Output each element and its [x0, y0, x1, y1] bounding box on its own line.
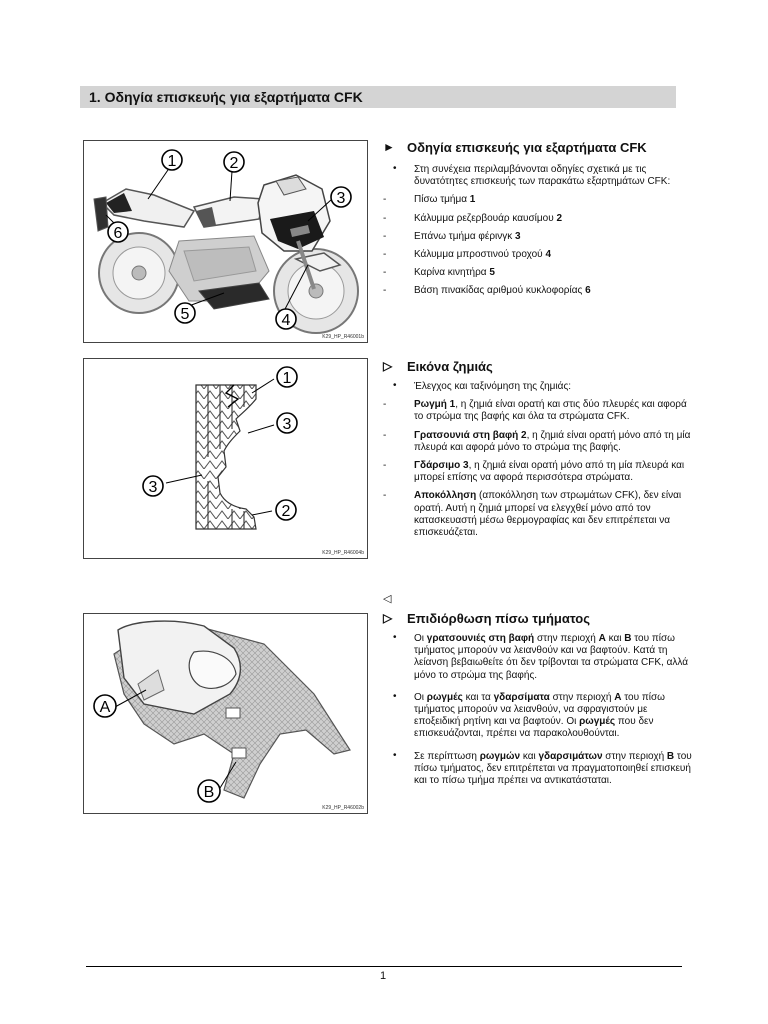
bullet-icon: • — [393, 380, 397, 391]
motorcycle-figure — [83, 140, 368, 343]
callout-area-a — [94, 695, 116, 717]
list-item: - Γρατσουνιά στη βαφή 2, η ζημιά είναι ορατή μόνο από τη μία πλευρά και αφορά μόνο το στρώμα της βαφής. — [383, 429, 691, 453]
back-arrow-icon: ◁ — [383, 593, 392, 605]
list-item: - Επάνω τμήμα φέρινγκ 3 — [383, 230, 521, 242]
list-item: - Βάση πινακίδας αριθμού κυκλοφορίας 6 — [383, 285, 591, 297]
list-item: - Γδάρσιμο 3, η ζημιά είναι ορατή μόνο από τη μία πλευρά και μπορεί επίσης να αφορά περισσότερα στρώματα. — [383, 460, 685, 484]
callout-4 — [276, 309, 296, 329]
bullet-icon: • — [393, 749, 397, 761]
list-item: - Πίσω τμήμα 1 — [383, 194, 476, 206]
section-heading: ▷ Επιδιόρθωση πίσω τμήματος — [383, 611, 591, 626]
section-repair-instructions — [383, 140, 693, 298]
svg-text:3: 3 — [336, 190, 346, 207]
bullet-icon: • — [393, 163, 397, 174]
intro-bullet: • Έλεγχος και ταξινόμηση της ζημιάς: — [393, 380, 572, 392]
filled-arrow-icon: ► — [383, 140, 395, 154]
section-rear-repair — [383, 611, 693, 787]
callout-scratch-2 — [276, 500, 296, 520]
callout-gouge-3-left — [143, 476, 163, 496]
callout-5 — [175, 303, 195, 323]
figure-code: K29_HP_R46001b — [322, 334, 364, 340]
section-damage-image — [383, 359, 693, 539]
callout-area-b — [198, 780, 220, 802]
damage-cross-section — [84, 359, 367, 558]
hollow-arrow-icon: ▷ — [383, 359, 393, 373]
callout-1 — [162, 150, 182, 170]
callout-3 — [331, 187, 351, 207]
section-heading: ► Οδηγία επισκευής για εξαρτήματα CFK — [383, 140, 647, 155]
svg-text:3: 3 — [282, 416, 292, 433]
svg-text:3: 3 — [148, 479, 158, 496]
damage-figure — [83, 358, 368, 559]
page-number: 1 — [380, 970, 387, 982]
page-title: 1. Οδηγία επισκευής για εξαρτήματα CFK — [89, 89, 363, 105]
list-item: - Καρίνα κινητήρα 5 — [383, 267, 495, 279]
repair-bullet: • Οι γρατσουνιές στη βαφή στην περιοχή A και B του πίσω τμήματος μπορούν να λειανθούν και να βαφτούν. Κατά τη λείανση βεβαιωθείτε ότι δεν τρίβονται τα στρώματα CFK, αλλά μόνο το στρώμα της βαφής. — [393, 632, 688, 681]
callout-2 — [224, 152, 244, 172]
svg-text:B: B — [203, 784, 215, 801]
callout-gouge-3-right — [277, 413, 297, 433]
hollow-arrow-icon: ▷ — [383, 611, 393, 625]
bullet-icon: • — [393, 690, 397, 702]
repair-bullet: • Οι ρωγμές και τα γδαρσίματα στην περιοχή A του πίσω τμήματος μπορούν να λειανθούν, να σφραγιστούν με εποξειδική ρητίνη και να βαφτούν. Οι ρωγμές που δεν επισκευάζονται, πρέπει να παρακολουθούνται. — [393, 690, 665, 740]
repair-bullet: • Σε περίπτωση ρωγμών και γδαρσιμάτων στην περιοχή B του πίσω τμήματος, δεν επιτρέπεται να πραγματοποιηθεί επισκευή και το πίσω τμήμα πρέπει να αντικατάσταται. — [393, 749, 692, 787]
list-item: - Ρωγμή 1, η ζημιά είναι ορατή και στις δύο πλευρές και αφορά το στρώμα της βαφής και όλα τα στρώματα CFK. — [383, 399, 687, 423]
svg-text:5: 5 — [180, 306, 190, 323]
section-header-bar — [80, 86, 676, 108]
svg-text:2: 2 — [229, 155, 239, 172]
callout-crack-1 — [277, 367, 297, 387]
figure-code: K29_HP_R46004b — [322, 550, 364, 556]
list-item: - Κάλυμμα ρεζερβουάρ καυσίμου 2 — [383, 212, 563, 224]
svg-text:1: 1 — [167, 153, 177, 170]
svg-text:2: 2 — [281, 503, 291, 520]
figure-code: K29_HP_R46002b — [322, 805, 364, 811]
footer-divider — [86, 966, 682, 967]
motorcycle-illustration — [84, 141, 367, 342]
rear-section-figure — [83, 613, 368, 814]
bullet-icon: • — [393, 632, 397, 643]
section-heading: ▷ Εικόνα ζημιάς — [383, 359, 493, 374]
svg-text:6: 6 — [113, 225, 123, 242]
list-item: - Κάλυμμα μπροστινού τροχού 4 — [383, 249, 551, 261]
svg-text:1: 1 — [282, 370, 292, 387]
rear-section-illustration — [84, 614, 367, 813]
callout-6 — [108, 222, 128, 242]
list-item: - Αποκόλληση (αποκόλληση των στρωμάτων CFK), δεν είναι ορατή. Αυτή η ζημιά μπορεί να ελεγχθεί μόνο από τον κατασκευαστή μέσω θερμογραφίας και δεν επιτρέπεται να επισκευάζεται. — [383, 490, 682, 539]
svg-text:4: 4 — [281, 312, 291, 329]
svg-text:A: A — [99, 699, 111, 716]
intro-bullet: • Στη συνέχεια περιλαμβάνονται οδηγίες σχετικά με τις δυνατότητες επισκευής των παρακάτω εξαρτημάτων CFK: — [393, 163, 671, 188]
